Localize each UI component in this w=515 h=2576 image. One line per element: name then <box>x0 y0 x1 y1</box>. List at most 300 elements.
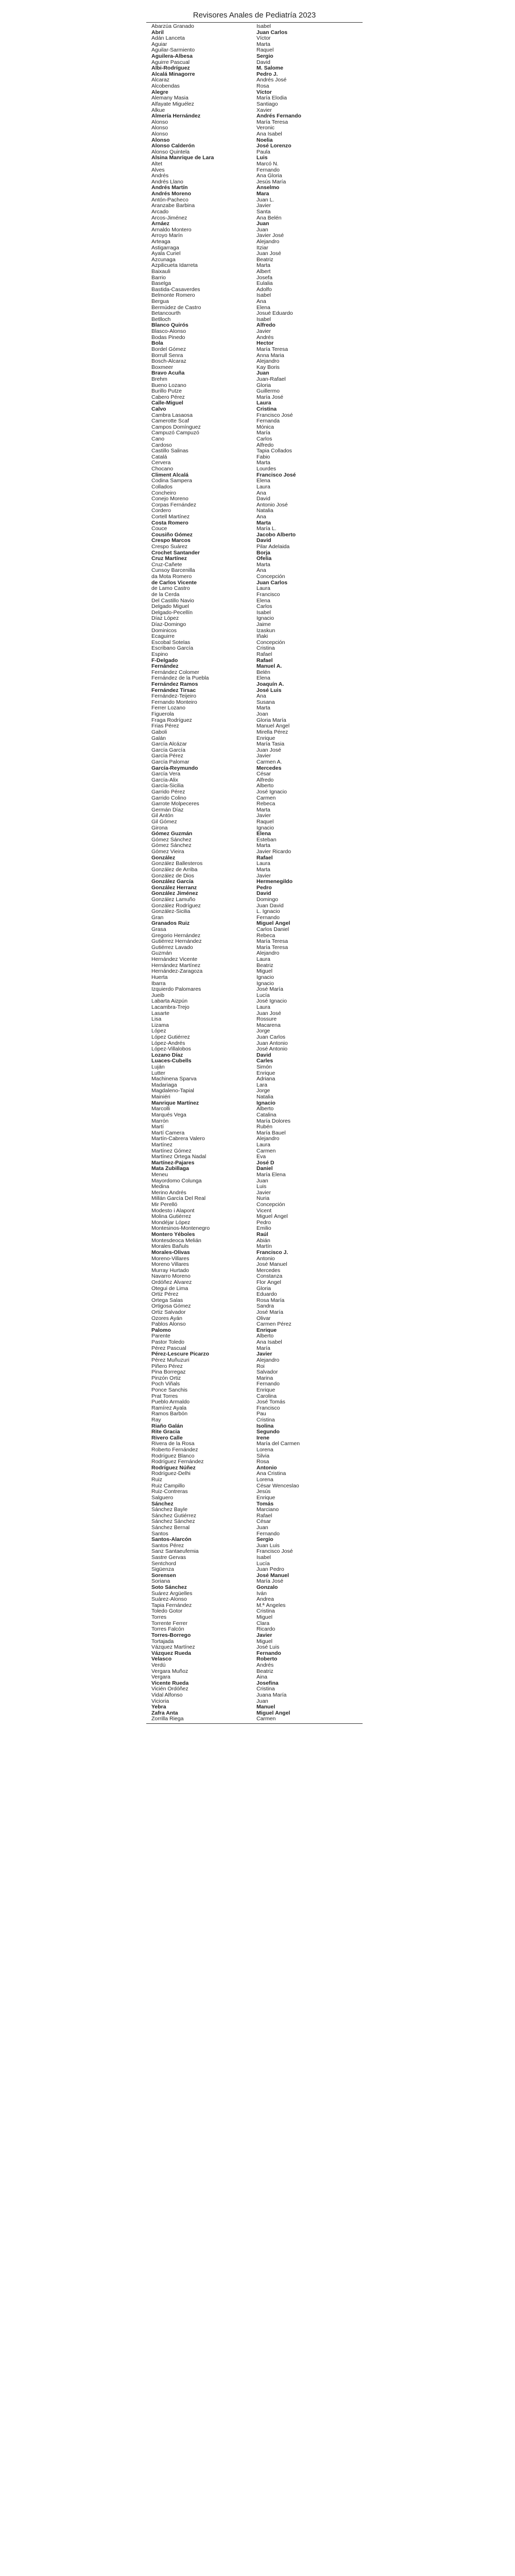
reviewer-given-name: Eva <box>256 1154 266 1160</box>
reviewer-given-name: Marcó N. <box>256 161 279 167</box>
reviewer-given-name: Hermenegildo <box>256 879 293 885</box>
reviewer-surname: Abril <box>151 29 164 36</box>
reviewer-given-name: Pedro J. <box>256 71 278 77</box>
reviewer-given-name: Iñaki <box>256 634 268 640</box>
reviewer-surname: Luján <box>151 1064 165 1071</box>
reviewer-surname: Alonso <box>151 125 168 131</box>
reviewer-surname: Sigüenza <box>151 1567 174 1573</box>
reviewer-surname: F-Delgado <box>151 657 178 664</box>
reviewer-given-name: Andrea <box>256 1597 274 1603</box>
reviewer-surname: González García <box>151 879 194 885</box>
reviewer-given-name: María Teresa <box>256 346 288 352</box>
reviewer-given-name: Sergio <box>256 54 273 60</box>
reviewer-surname: Alonso <box>151 119 168 125</box>
reviewer-given-name: Gloria <box>256 382 271 388</box>
reviewer-given-name: Víctor <box>256 89 272 95</box>
reviewer-given-name: Mirella Pérez <box>256 729 288 735</box>
reviewer-given-name: María Teresa <box>256 939 288 945</box>
reviewer-surname: Arteaga <box>151 239 170 245</box>
reviewer-surname: González Rodríguez <box>151 903 201 909</box>
reviewer-surname: Riaño Galán <box>151 1423 183 1429</box>
reviewer-surname: Cervera <box>151 460 171 466</box>
reviewer-surname: González Jiménez <box>151 891 198 897</box>
reviewer-surname: Crochet Santander <box>151 550 200 556</box>
reviewer-given-name: Miguel Ángel <box>256 921 290 927</box>
reviewer-given-name: María Teresa <box>256 944 288 951</box>
reviewer-surname: Rivero Calle <box>151 1435 183 1441</box>
reviewer-surname: Sánchez Bernal <box>151 1524 190 1531</box>
reviewer-surname: Tapia Fernández <box>151 1602 192 1608</box>
reviewer-given-name: David <box>256 59 270 65</box>
reviewer-given-name: Isabel <box>256 1555 271 1561</box>
reviewer-surname: Arcos-Jiménez <box>151 215 187 221</box>
reviewer-given-name: Jesús María <box>256 179 286 185</box>
reviewer-surname: Andrés <box>151 173 169 179</box>
reviewer-given-name: Ana Isabel <box>256 131 282 137</box>
reviewer-given-name: Jacobo Alberto <box>256 532 296 538</box>
reviewer-given-name: Lorena <box>256 1477 273 1483</box>
reviewer-surname: Palomo <box>151 1327 171 1333</box>
reviewer-surname: Roberto Fernández <box>151 1447 198 1453</box>
reviewer-given-name: Juan <box>256 1524 268 1531</box>
reviewer-given-name: Cristina <box>256 1686 275 1692</box>
reviewer-surname: Velasco <box>151 1656 172 1663</box>
reviewer-surname: Murray Hurtado <box>151 1267 189 1274</box>
reviewer-surname: Arcado <box>151 209 169 215</box>
reviewer-surname: Altet <box>151 161 163 167</box>
reviewer-given-name: Antonio <box>256 1256 275 1262</box>
reviewer-surname: Aguilar-Sarmiento <box>151 47 195 54</box>
reviewer-surname: Astigarraga <box>151 245 179 251</box>
reviewer-surname: Borrull Senra <box>151 352 183 359</box>
reviewer-surname: Magdaleno-Tapial <box>151 1088 194 1094</box>
reviewer-given-name: María <box>256 430 270 436</box>
reviewer-given-name: María del Carmen <box>256 1441 300 1447</box>
reviewer-given-name: Juan David <box>256 903 284 909</box>
reviewer-surname: Alves <box>151 167 165 173</box>
reviewer-given-name: Paula <box>256 149 270 155</box>
reviewer-given-name: Rafael <box>256 855 273 861</box>
reviewer-surname: Tortajada <box>151 1638 174 1645</box>
reviewer-surname: Fernández de la Puebla <box>151 675 209 682</box>
reviewer-surname: Vicente Rueda <box>151 1680 189 1686</box>
reviewer-given-name: Cristina <box>256 646 275 652</box>
reviewer-surname: Garrido Colino <box>151 795 186 801</box>
reviewer-surname: Bergua <box>151 299 169 305</box>
reviewer-surname: Marqués Vega <box>151 1112 186 1118</box>
reviewer-given-name: Cristina <box>256 1608 275 1615</box>
reviewer-given-name: Tomás <box>256 1501 274 1507</box>
reviewer-surname: Azcunaga <box>151 257 176 263</box>
reviewer-given-name: Mónica <box>256 424 274 430</box>
reviewer-surname: Verdú <box>151 1662 166 1668</box>
reviewer-given-name: Juan <box>256 1698 268 1704</box>
reviewer-given-name: Carmen <box>256 1148 276 1154</box>
reviewer-given-name: María Tasia <box>256 741 285 748</box>
reviewer-surname: García Vera <box>151 771 181 777</box>
reviewer-surname: Huerta <box>151 974 168 980</box>
reviewer-given-name: Laura <box>256 1142 270 1148</box>
reviewer-surname: Vázquez Martínez <box>151 1645 195 1651</box>
reviewer-given-name: Raúl <box>256 1232 268 1238</box>
reviewer-given-name: Alejandro <box>256 951 280 957</box>
reviewer-surname: Betancourth <box>151 311 181 317</box>
reviewer-given-name: Martín <box>256 1244 272 1250</box>
reviewer-surname: Piñero Pérez <box>151 1363 183 1369</box>
reviewer-given-name: Silvia <box>256 1453 270 1459</box>
reviewer-surname: Dominicos <box>151 628 177 634</box>
reviewer-surname: Fernández-Teijeiro <box>151 693 196 700</box>
reviewer-surname: Martínez-Pajares <box>151 1160 195 1166</box>
reviewer-given-name: Marina <box>256 1375 273 1381</box>
reviewer-given-name: José Luis <box>256 687 282 693</box>
reviewer-given-name: Flor Ángel <box>256 1279 281 1285</box>
reviewer-given-name: Fernando <box>256 1650 281 1656</box>
reviewer-surname: Zafra Anta <box>151 1710 178 1716</box>
reviewer-surname: Codina Sampera <box>151 478 192 484</box>
reviewer-given-name: Fernando <box>256 914 280 921</box>
reviewer-given-name: Marta <box>256 460 270 466</box>
reviewer-given-name: Alejandro <box>256 239 280 245</box>
reviewer-surname: López-Villalobos <box>151 1046 191 1053</box>
reviewer-surname: Martín-Cabrera Valero <box>151 1136 205 1142</box>
reviewer-surname: Ruiz-Contreras <box>151 1489 188 1495</box>
reviewer-given-name: Marta <box>256 807 270 813</box>
reviewer-given-name: Manuel Ángel <box>256 723 290 730</box>
reviewer-surname: Rivera de la Rosa <box>151 1441 195 1447</box>
reviewer-surname: Andrés Martín <box>151 185 188 191</box>
reviewer-surname: Mata Zubillaga <box>151 1166 189 1172</box>
reviewer-surname: Catalá <box>151 454 167 460</box>
reviewer-given-name: Roberto <box>256 1656 278 1663</box>
reviewer-given-name: César <box>256 771 271 777</box>
reviewer-given-name: Marta <box>256 867 270 873</box>
reviewer-surname: García Pérez <box>151 753 183 759</box>
reviewer-surname: Girona <box>151 825 168 831</box>
reviewer-surname: Luaces-Cubells <box>151 1058 192 1064</box>
reviewer-given-name: Enrique <box>256 1070 276 1076</box>
reviewer-given-name: José María <box>256 1310 283 1316</box>
reviewer-surname: Prat Torres <box>151 1393 178 1399</box>
reviewer-given-name: Laura <box>256 957 270 963</box>
reviewer-surname: Frias Pérez <box>151 723 179 730</box>
reviewer-surname: Corpas Fernández <box>151 502 196 508</box>
reviewer-given-name: Juana María <box>256 1692 287 1699</box>
reviewer-given-name: Lara <box>256 1082 268 1088</box>
reviewer-surname: Yebra <box>151 1704 166 1710</box>
reviewer-surname: Sánchez <box>151 1501 174 1507</box>
reviewer-surname: Cardoso <box>151 442 172 448</box>
reviewer-surname: Brehm <box>151 376 167 382</box>
reviewer-given-name: Rosa <box>256 83 269 90</box>
reviewer-surname: Ramos Barbón <box>151 1411 188 1417</box>
reviewer-given-name: Francisco José <box>256 412 293 418</box>
reviewer-surname: Alegre <box>151 89 168 95</box>
reviewer-surname: García-Alix <box>151 777 178 783</box>
reviewer-given-name: Pedro <box>256 885 272 891</box>
reviewer-surname: Grasa <box>151 927 166 933</box>
reviewer-given-name: M. Salome <box>256 65 283 72</box>
reviewer-surname: Collados <box>151 484 173 490</box>
reviewer-given-name: Catalina <box>256 1112 277 1118</box>
reviewer-surname: Ruiz <box>151 1477 163 1483</box>
reviewer-surname: Gil Gómez <box>151 819 177 825</box>
reviewer-surname: Ponce Sanchis <box>151 1387 188 1393</box>
reviewer-surname: Morales Bañuls <box>151 1244 189 1250</box>
reviewer-given-name: Gloria María <box>256 717 286 723</box>
reviewer-given-name: Izaskun <box>256 628 276 634</box>
reviewer-given-name: Mercedes <box>256 1267 281 1274</box>
reviewer-surname: Alkue <box>151 107 165 113</box>
reviewer-surname: Concheiro <box>151 490 176 496</box>
reviewer-given-name: Carmen <box>256 1716 276 1722</box>
reviewer-surname: González Ballesteros <box>151 861 203 867</box>
reviewer-surname: Meneu <box>151 1172 168 1178</box>
reviewer-given-name: Tapia Collados <box>256 448 292 454</box>
reviewer-surname: Gregorio Hernández <box>151 933 201 939</box>
reviewer-given-name: Daniel <box>256 1166 273 1172</box>
reviewer-given-name: Isolina <box>256 1423 274 1429</box>
reviewer-given-name: Iván <box>256 1590 267 1597</box>
reviewer-surname: Suárez-Alonso <box>151 1597 187 1603</box>
reviewer-given-name: Juan José <box>256 747 281 753</box>
reviewer-given-name: José Ignacio <box>256 789 287 795</box>
reviewer-surname: Ortega Salas <box>151 1297 183 1303</box>
reviewer-surname: Pérez-Lescure Picarzo <box>151 1351 210 1358</box>
reviewer-surname: Modesto i Alapont <box>151 1208 195 1214</box>
reviewer-surname: Aguiar <box>151 41 167 47</box>
reviewer-given-name: María L. <box>256 526 277 532</box>
reviewer-surname: Gil Antón <box>151 813 174 819</box>
reviewer-given-name: David <box>256 496 270 502</box>
reviewer-surname: Baselga <box>151 281 171 287</box>
reviewer-surname: Bosch-Alcaraz <box>151 359 186 365</box>
reviewer-surname: Vicioria <box>151 1698 169 1704</box>
reviewer-given-name: María José <box>256 394 283 400</box>
reviewer-given-name: David <box>256 538 271 544</box>
reviewer-surname: Ortiz Pérez <box>151 1292 179 1298</box>
reviewer-surname: Germán Díaz <box>151 807 184 813</box>
reviewer-given-name: Rossure <box>256 1016 277 1023</box>
reviewer-given-name: José Tomás <box>256 1399 285 1405</box>
reviewer-given-name: Ana Cristina <box>256 1471 286 1477</box>
reviewer-surname: García García <box>151 747 185 753</box>
reviewer-surname: Vicién Ordóñez <box>151 1686 188 1692</box>
reviewer-surname: González de Dios <box>151 873 194 879</box>
reviewer-given-name: Adolfo <box>256 286 272 293</box>
reviewer-given-name: Borja <box>256 550 270 556</box>
reviewer-given-name: Jorge <box>256 1088 270 1094</box>
reviewer-given-name: Cristina <box>256 1417 275 1423</box>
reviewer-given-name: Guillermo <box>256 388 280 395</box>
reviewer-given-name: Raquel <box>256 47 274 54</box>
reviewer-given-name: Ofelia <box>256 556 272 562</box>
reviewer-surname: Pinzón Ortiz <box>151 1375 181 1381</box>
reviewer-given-name: Hector <box>256 341 274 347</box>
reviewer-surname: Ruiz Campillo <box>151 1483 185 1489</box>
reviewer-surname: Cunsoy Barcenilla <box>151 568 195 574</box>
reviewer-given-name: Marciano <box>256 1507 279 1513</box>
reviewer-surname: Medina <box>151 1184 169 1190</box>
reviewer-given-name: Cristina <box>256 406 277 412</box>
reviewer-surname: Pastor Toledo <box>151 1340 185 1346</box>
reviewer-surname: Guzmán <box>151 951 172 957</box>
reviewer-surname: Delgado-Pecellín <box>151 609 193 616</box>
reviewer-surname: Jueib <box>151 992 165 998</box>
reviewer-given-name: José Lorenzo <box>256 143 291 149</box>
reviewer-given-name: Beatriz <box>256 1668 273 1674</box>
reviewer-given-name: María Elena <box>256 1172 286 1178</box>
reviewer-surname: Del Castillo Navio <box>151 598 194 604</box>
reviewer-given-name: Alberto <box>256 783 274 789</box>
reviewer-given-name: Sergio <box>256 1537 273 1543</box>
reviewer-surname: Andrés Moreno <box>151 191 192 197</box>
reviewer-given-name: Marta <box>256 562 270 568</box>
reviewer-surname: López-Andrés <box>151 1040 185 1046</box>
reviewer-surname: Martí Camera <box>151 1130 185 1136</box>
reviewer-surname: Fernández <box>151 664 179 670</box>
reviewer-given-name: José Antonio <box>256 1046 288 1053</box>
reviewer-surname: Sánchez Bayle <box>151 1507 188 1513</box>
reviewer-surname: Bravo Acuña <box>151 370 185 377</box>
reviewer-surname: Cano <box>151 436 165 443</box>
reviewer-given-name: Josefina <box>256 1680 279 1686</box>
reviewer-given-name: Miguel Ángel <box>256 1710 290 1716</box>
reviewer-given-name: Ana Belén <box>256 215 282 221</box>
reviewer-surname: Vergara Muñoz <box>151 1668 188 1674</box>
reviewer-given-name: José María <box>256 987 283 993</box>
reviewer-surname: Martínez Ortega Nadal <box>151 1154 207 1160</box>
reviewer-surname: Lisa <box>151 1016 162 1023</box>
reviewer-given-name: Alfredo <box>256 777 274 783</box>
reviewer-surname: Morales-Olivas <box>151 1249 190 1256</box>
reviewer-given-name: Andrés <box>256 334 274 341</box>
reviewer-surname: Pérez Muñuzuri <box>151 1357 190 1363</box>
reviewer-surname: Parente <box>151 1333 170 1340</box>
reviewer-given-name: Jaime <box>256 621 271 628</box>
reviewer-surname: Ibarra <box>151 980 166 987</box>
reviewer-surname: Díaz-Domingo <box>151 621 186 628</box>
reviewer-surname: Mainiéri <box>151 1094 170 1100</box>
reviewer-given-name: Luis <box>256 155 268 161</box>
reviewer-given-name: Javier <box>256 753 271 759</box>
reviewer-surname: Lacambra-Trejo <box>151 1004 190 1010</box>
reviewer-given-name: Juan José <box>256 251 281 257</box>
reviewer-given-name: María Bauel <box>256 1130 286 1136</box>
reviewer-given-name: José Luis <box>256 1645 280 1651</box>
reviewer-surname: Bodas Pinedo <box>151 334 185 341</box>
reviewer-given-name: Alberto <box>256 1106 274 1112</box>
reviewer-surname: López <box>151 1028 166 1035</box>
reviewer-surname: Abarzúa Granado <box>151 24 194 29</box>
reviewer-surname: Mondéjar López <box>151 1219 191 1226</box>
reviewer-given-name: Juan Carlos <box>256 1034 286 1040</box>
reviewer-given-name: Jesús <box>256 1489 271 1495</box>
reviewer-surname: Conejo Moreno <box>151 496 188 502</box>
reviewer-given-name: Ignacio <box>256 1100 276 1106</box>
reviewers-sheet <box>146 9 363 1724</box>
reviewer-surname: García-Reymundo <box>151 765 198 771</box>
reviewer-given-name: Francisco J. <box>256 1249 288 1256</box>
reviewer-given-name: Segundo <box>256 1429 280 1435</box>
reviewer-given-name: Marta <box>256 843 270 849</box>
reviewer-given-name: María José <box>256 1579 283 1585</box>
reviewer-surname: Ordóñez Álvarez <box>151 1279 192 1285</box>
reviewer-given-name: Olivar <box>256 1315 271 1321</box>
reviewer-surname: Alonso <box>151 137 170 143</box>
reviewer-given-name: Santiago <box>256 101 278 107</box>
reviewer-surname: Labarta Aizpún <box>151 998 188 1005</box>
reviewer-given-name: Francisco José <box>256 1549 293 1555</box>
reviewer-given-name: Antonio <box>256 1465 277 1471</box>
page-title: Revisores Anales de Pediatría 2023 <box>146 9 363 23</box>
reviewer-surname: Vázquez Rueda <box>151 1650 192 1656</box>
reviewer-given-name: José Manuel <box>256 1572 289 1579</box>
reviewer-given-name: Elena <box>256 831 271 837</box>
reviewer-surname: Cambra Lasaosa <box>151 412 193 418</box>
reviewer-surname: Madariaga <box>151 1082 177 1088</box>
reviewer-surname: Ecaguirre <box>151 634 175 640</box>
reviewer-surname: Bastida-Casaverdes <box>151 286 200 293</box>
reviewer-surname: Aguilera-Albesa <box>151 54 193 60</box>
reviewer-surname: Sánchez Sánchez <box>151 1519 195 1525</box>
reviewer-surname: Torres-Borrego <box>151 1632 191 1638</box>
reviewer-given-name: Albert <box>256 268 271 275</box>
reviewer-surname: Ozores Ayán <box>151 1315 182 1321</box>
reviewer-surname: Cabero Pérez <box>151 394 185 400</box>
reviewer-given-name: Carmen <box>256 795 276 801</box>
reviewer-surname: Barrio <box>151 275 166 281</box>
reviewer-given-name: Fabio <box>256 454 270 460</box>
reviewer-given-name: Ana <box>256 514 266 520</box>
reviewer-surname: Rite Gracia <box>151 1429 180 1435</box>
reviewer-given-name: Ignacio <box>256 825 274 831</box>
reviewer-given-name: José Manuel <box>256 1262 287 1268</box>
reviewer-given-name: Javier Ricardo <box>256 849 291 855</box>
reviewer-surname: Martí <box>151 1124 164 1130</box>
reviewer-surname: Couce <box>151 526 167 532</box>
reviewer-given-name: Vicent <box>256 1208 271 1214</box>
reviewer-surname: Escribano García <box>151 646 194 652</box>
reviewer-given-name: Concepción <box>256 639 285 646</box>
reviewer-given-name: Juan <box>256 370 269 377</box>
reviewer-surname: Ferrer Lozano <box>151 705 185 711</box>
reviewer-surname: Toledo Gotor <box>151 1608 183 1615</box>
reviewer-surname: Campuzó Campuzó <box>151 430 199 436</box>
reviewer-surname: Pueblo Armaldo <box>151 1399 190 1405</box>
reviewer-surname: García-Sicilia <box>151 783 184 789</box>
reviewer-given-name: Mara <box>256 191 269 197</box>
reviewer-surname: Ayala Curiel <box>151 251 181 257</box>
reviewer-given-name: Juan Pedro <box>256 1567 284 1573</box>
reviewer-given-name: Natalia <box>256 508 273 514</box>
reviewer-given-name: Miguel Ángel <box>256 1214 288 1220</box>
reviewer-given-name: Laura <box>256 484 270 490</box>
reviewer-given-name: César <box>256 1519 271 1525</box>
reviewer-given-name: Luis <box>256 1184 267 1190</box>
reviewer-given-name: Alfredo <box>256 442 274 448</box>
reviewer-given-name: Santa <box>256 209 271 215</box>
reviewer-surname: Sorensen <box>151 1572 176 1579</box>
reviewer-surname: González Herranz <box>151 885 197 891</box>
reviewer-surname: Pina Borregaz <box>151 1369 186 1376</box>
reviewer-surname: Montesinos-Montenegro <box>151 1226 210 1232</box>
reviewer-given-name: Elena <box>256 598 270 604</box>
reviewer-given-name: Anna Maria <box>256 352 284 359</box>
reviewer-given-name: Mercedes <box>256 765 282 771</box>
reviewer-surname: Ray <box>151 1417 161 1423</box>
reviewer-surname: Fraga Rodríguez <box>151 717 192 723</box>
